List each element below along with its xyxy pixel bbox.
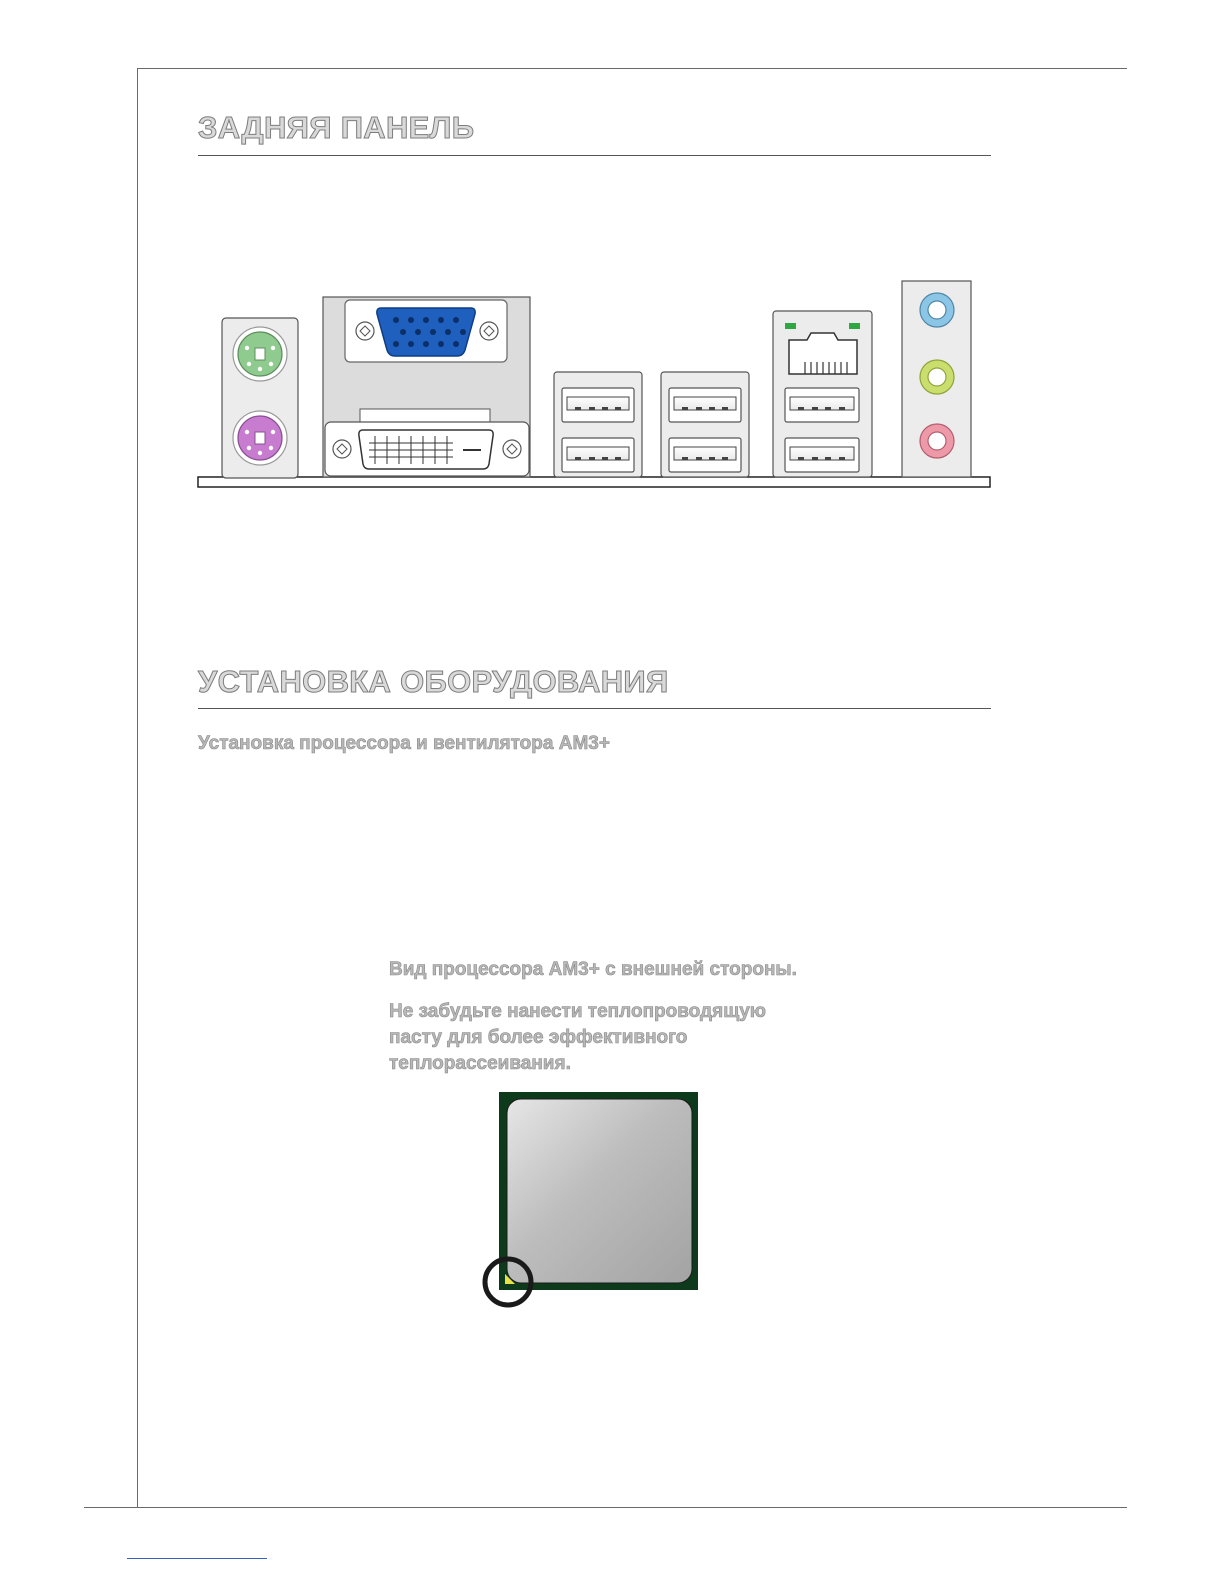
lan-usb-port-group [773, 311, 872, 477]
audio-mic-jack [920, 424, 954, 458]
usb-port [669, 388, 741, 422]
cpu-heat-spreader [507, 1099, 692, 1283]
page-frame-left [137, 68, 138, 1508]
audio-port-group [902, 281, 971, 477]
ps2-mouse-port [233, 327, 287, 381]
thermal-paste-note [389, 999, 766, 1077]
thermal-paste-note-line: Не забудьте нанести теплопроводящую [389, 1001, 767, 1022]
io-shield-baseline [198, 477, 990, 487]
hardware-install-heading: УСТАНОВКА ОБОРУДОВАНИЯ [198, 664, 669, 699]
back-panel-diagram [197, 278, 993, 492]
usb-port-group-1 [554, 372, 642, 477]
ps2-keyboard-port [233, 411, 287, 465]
thermal-paste-note-line: теплорассеивания. [389, 1053, 571, 1074]
cpu-fan-install-subtitle: Установка процессора и вентилятора AM3+ [198, 733, 610, 754]
back-panel-heading: ЗАДНЯЯ ПАНЕЛЬ [198, 110, 475, 145]
video-port-group [323, 297, 530, 477]
page-frame-bottom [84, 1507, 1127, 1508]
usb-port [785, 438, 859, 472]
cpu-outside-view-note: Вид процессора AM3+ с внешней стороны. [389, 959, 797, 980]
vga-port [345, 300, 507, 362]
lan-led-right [849, 323, 860, 329]
am3-cpu-diagram [478, 1088, 706, 1314]
back-panel-heading-rule [198, 155, 991, 156]
audio-line-out-jack [920, 360, 954, 394]
usb-port [785, 388, 859, 422]
usb-port [669, 438, 741, 472]
hardware-install-heading-rule [198, 708, 991, 709]
page-frame-top [137, 68, 1127, 69]
thermal-paste-note-line: пасту для более эффективного [389, 1027, 688, 1048]
usb-port-group-2 [661, 372, 749, 477]
footer-link-line [127, 1558, 267, 1559]
ps2-port-group [222, 318, 298, 478]
usb-port [562, 388, 634, 422]
usb-port [562, 438, 634, 472]
audio-line-in-jack [920, 293, 954, 327]
lan-led-left [785, 323, 796, 329]
